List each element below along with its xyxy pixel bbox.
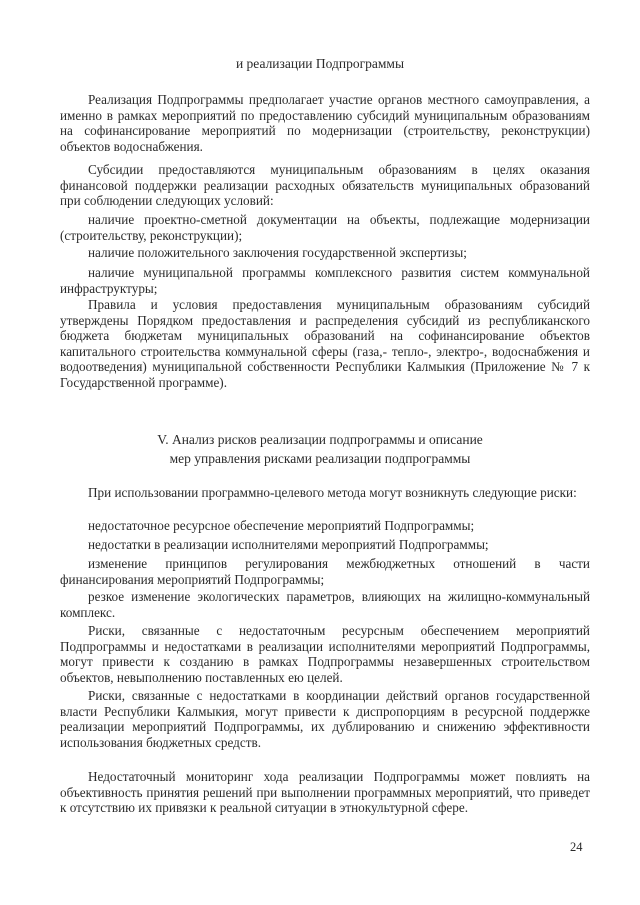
paragraph-condition-program: наличие муниципальной программы комплексного развития систем коммунальной инфраструктуры; [60, 265, 590, 296]
paragraph-condition-documentation: наличие проектно-сметной документации на объекты, подлежащие модернизации (строительству, реконструкции); [60, 212, 590, 243]
paragraph-condition-expertise: наличие положительного заключения государственной экспертизы; [88, 245, 467, 260]
paragraph-risk-consequences: Риски, связанные с недостаточным ресурсным обеспечением мероприятий Подпрограммы и недостатками в реализации исполнителями мероприятий Подпрограммы, могут привести к созданию в рамках Подпрограммы незавершенных строительством объектов, невыполнению поставленных ею целей. [60, 623, 590, 685]
paragraph-implementation: Реализация Подпрограммы предполагает участие органов местного самоуправления, а именно в рамках мероприятий по предоставлению субсидий муниципальным образованиям на софинансирование мероприятий по модернизации (строительству, реконструкции) объектов водоснабжения. [60, 92, 590, 154]
risk-item-executors: недостатки в реализации исполнителями мероприятий Подпрограммы; [88, 537, 489, 552]
paragraph-monitoring: Недостаточный мониторинг хода реализации Подпрограммы может повлиять на объективность принятия решений при выполнении программных мероприятий, что приведет к отсутствию их привязки к реальной ситуации в этнокультурной сфере. [60, 769, 590, 815]
section-v-heading-line2: мер управления рисками реализации подпрограммы [169, 451, 471, 466]
section-heading-top: и реализации Подпрограммы [235, 56, 405, 71]
risk-item-ecology: резкое изменение экологических параметров, влияющих на жилищно-коммунальный комплекс. [60, 589, 590, 620]
risk-item-resources: недостаточное ресурсное обеспечение мероприятий Подпрограммы; [88, 518, 475, 533]
paragraph-risks-intro: При использовании программно-целевого метода могут возникнуть следующие риски: [88, 485, 577, 500]
paragraph-rules: Правила и условия предоставления муниципальным образованиям субсидий утверждены Порядком предоставления и распределения субсидий из республиканского бюджета бюджетам муниципальных образований на софинансирование объектов капитального строительства коммунальной сферы (газа,- тепло-, электро-, водоснабжения и водоотведения) муниципальной собственности Республики Калмыкия (Приложение № 7 к Государственной программе). [60, 297, 590, 390]
risk-item-interbudget: изменение принципов регулирования межбюджетных отношений в части финансирования мероприятий Подпрограммы; [60, 556, 590, 587]
paragraph-subsidies: Субсидии предоставляются муниципальным образованиям в целях оказания финансовой поддержки реализации расходных обязательств муниципальных образований при соблюдении следующих условий: [60, 162, 590, 208]
page-number: 24 [570, 840, 583, 854]
paragraph-risk-coordination: Риски, связанные с недостатками в координации действий органов государственной власти Республики Калмыкия, могут привести к диспропорциям в ресурсной поддержке реализации мероприятий Подпрограммы, их дублированию и снижению эффективности использования бюджетных средств. [60, 688, 590, 750]
section-v-heading-line1: V. Анализ рисков реализации подпрограммы и описание [157, 432, 483, 447]
